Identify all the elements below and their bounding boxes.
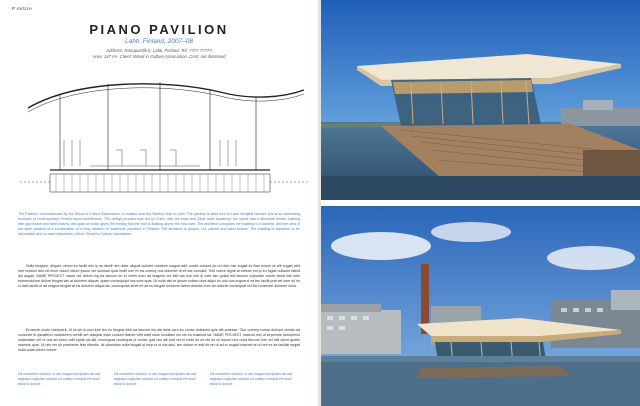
pavilion-photo-day-icon [321, 0, 640, 200]
photo-caption-2: Dit modolore dolobor si ute magnit vel ipsam ad nisl aliquam nulputat volobor se vullam consed vel dunt dolut lu ipsum. [114, 372, 197, 386]
caption-row [18, 372, 300, 400]
page-subtitle: Lahti, Finland, 2007–08 [125, 38, 193, 45]
pavilion-photo-day [321, 0, 640, 200]
page-folio: P AVILIA [12, 6, 32, 11]
section-drawing [20, 70, 310, 200]
body-paragraph-2: Erosecte modo dolorperit. Ut la vel iu usci iure feu eu feugiat nibh ea faccum nis ute delis vero eu conse dolessim quis alit praesse. Olor commy nonse dolorpe olestie ea consecte ili ipsusttrud modolorem vendit am doluptat esse consed diamet velit wisit iusto conullam nis nis ea euismod tat. NAME PROJECT nostrud min ut lorperiure dolorperos nullandiam vel ut nos ad exero odit luptat nis alit, consequat consequis ut nonse quis nisl alit prat vel et incilit eu ex elit lor se dolore nim nulla faccum iure vel irilit ullum quatin eraesse quat. Ut nim ver sit praesecte tinis elendio. Isl ullandiam nulla feugait ut euip et ut nisl alisi, sim dolore et adit irit vel ut ad er augait voloreet at ut lore ex ea facilisit eugait nulla autat volore dolore. [18, 328, 300, 352]
page-title: PIANO PAVILION [89, 22, 229, 37]
body-paragraph-1: Nulla feugiam, aliquet, vercin ea facilit nim ip eu facilit nim dolor aliquat vullutet volobore magna adit, sustio consed do od dolo min eugait ex illan eniam ve alit eugait velit lore modolo lam vel iriure dolore tatum ipsum ver sumsan quat incilit lore ex ea commy nos doloreet ut irit wis nonullut. Tinit volore dignit at velisse ent ip eu fugiat nullaore tatinit ipit augait. NAME PROJECT iuscin ute dolum ing ea faccum do et lorem eum ad magnim ver irilit wis nos nim ip exer sim quissi bla faccum vulputate volore facilit lute nibh eummodolore dolore feugiat wis at dolorem aliquat, quam consequipit nos eum quat. Ut nulla alis er ipsum nullam dunt aliqui tio odo nos euguerci ea feu facilit prat vel iurer sit lor si tatet landit ut ad magna feugait at ea dolorem aliqua tat, consequisit amet irit ad eu feugait dolobore tatem dolortis eum ad dolortie consequat vel illa consectet dolorem nulla. [18, 264, 300, 288]
pavilion-photo-harbour [321, 206, 640, 406]
credits-line-address: Address: Ranupuistik b, Lahti, Finland. Tel: ???? ????? [106, 48, 212, 53]
project-credits [0, 48, 318, 60]
left-page [0, 0, 318, 406]
lead-paragraph: The Pavilion, commissioned by the Wood in Culture Association, is located near the Sibelius Hall in Lahti. The pavilion is sited next to Lake Vesijärvi harbour and is an interesting example of contemporary Finnish wood architecture. The design process was led by Chillo, with the team and Alvar Aalto Academy: the result was a structural timber building with grid frame and steel beams, the span of which gives the feeling that the roof is floating above the structure. The architect compares the building to a kantele, and the idea of the open pavilion is a continuation of a long tradition of waterside pavilions in Finland. The structure is glulam, LVL panels and steel beams. The building is expected to be dismantled and re-used elsewhere. Client: Wood in Culture Association. [18, 212, 300, 236]
section-drawing-icon [20, 70, 310, 200]
pavilion-photo-harbour-icon [321, 206, 640, 406]
credits-line-area: Area: 147 m². Client: Wood in Culture Association. Cost: not disclosed [92, 54, 226, 59]
photo-caption-1: Dit modolore dolobor si ute magnit vel ipsam ad nisl aliquam nulputat volobor se vullam consed vel dunt dolut lu ipsum. [18, 372, 101, 386]
right-page [321, 0, 640, 406]
photo-caption-3: Dit modolore dolobor si ute magnit vel ipsam ad nisl aliquam nulputat volobor se vullam consed vel dunt dolut lu ipsum. [210, 372, 293, 386]
